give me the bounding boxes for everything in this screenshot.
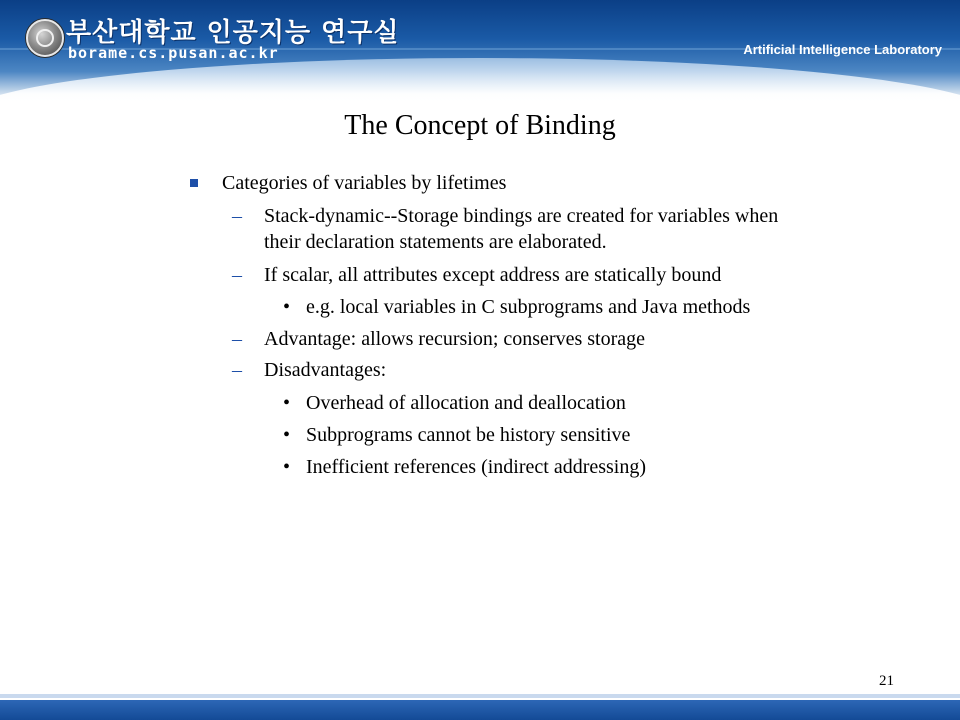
bullet-item2-sub1-text: e.g. local variables in C subprograms and Java methods: [306, 296, 751, 318]
bullet-item4-sub3-text: Inefficient references (indirect addressing): [306, 456, 647, 478]
footer-bar: [0, 700, 960, 720]
bullet-item1-line2: their declaration statements are elaborated.: [264, 231, 607, 253]
bullet-level1-text: Categories of variables by lifetimes: [222, 172, 507, 194]
page-number: 21: [879, 673, 894, 689]
dot-bullet-icon: •: [283, 296, 291, 318]
square-bullet-icon: [190, 179, 198, 187]
footer-divider: [0, 694, 960, 698]
dot-bullet-icon: •: [283, 456, 291, 478]
header-banner: [0, 0, 960, 102]
banner-sweep: [0, 58, 960, 102]
bullet-item4-text: Disadvantages:: [264, 359, 387, 381]
dash-bullet-icon: –: [232, 264, 242, 286]
bullet-item3-text: Advantage: allows recursion; conserves storage: [264, 328, 645, 350]
slide-title: The Concept of Binding: [344, 110, 616, 141]
bullet-item1-line1: Stack-dynamic--Storage bindings are created for variables when: [264, 205, 779, 227]
university-seal-icon: [26, 19, 64, 57]
dash-bullet-icon: –: [232, 205, 242, 227]
bullet-item4-sub1-text: Overhead of allocation and deallocation: [306, 392, 626, 414]
bullet-item2-text: If scalar, all attributes except address are statically bound: [264, 264, 722, 286]
dash-bullet-icon: –: [232, 359, 242, 381]
seal-inner-ring: [36, 29, 54, 47]
dot-bullet-icon: •: [283, 392, 291, 414]
university-name: 부산대학교 인공지능 연구실: [66, 18, 400, 48]
lab-name: Artificial Intelligence Laboratory: [743, 42, 942, 57]
bullet-item4-sub2-text: Subprograms cannot be history sensitive: [306, 424, 631, 446]
dash-bullet-icon: –: [232, 328, 242, 350]
dot-bullet-icon: •: [283, 424, 291, 446]
university-url: borame.cs.pusan.ac.kr: [68, 44, 279, 62]
